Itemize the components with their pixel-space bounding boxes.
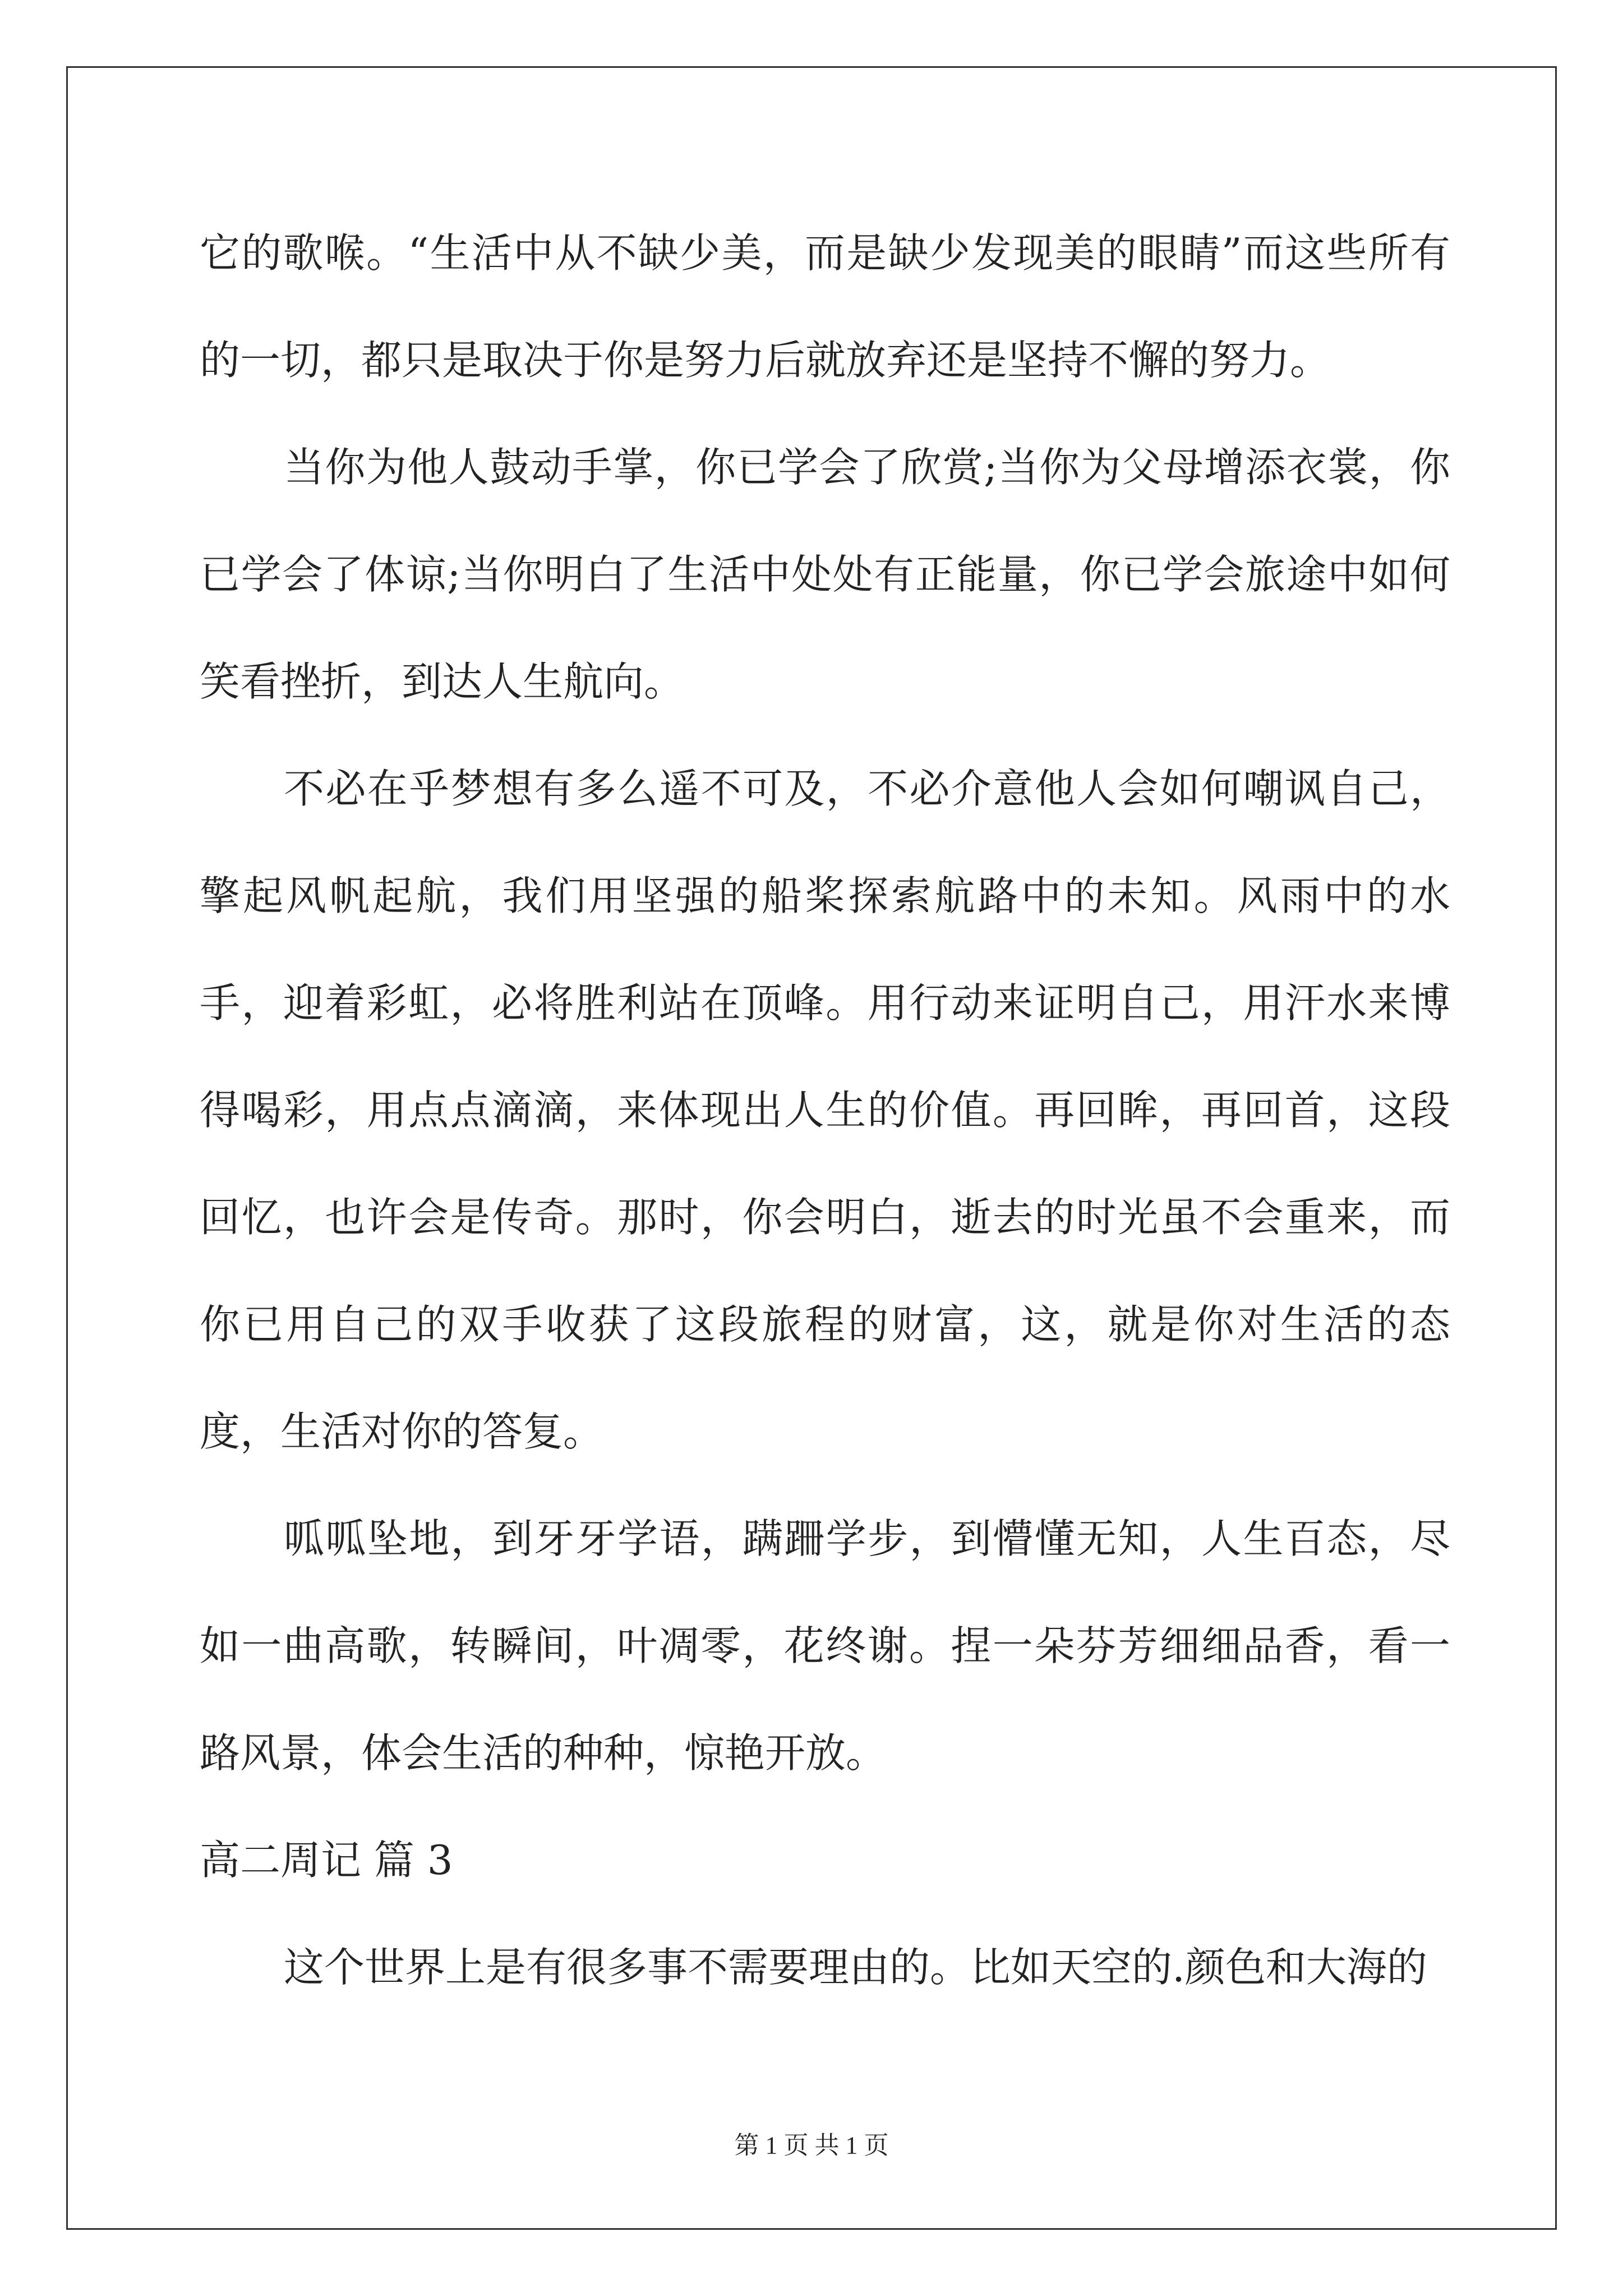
paragraph-2: 当你为他人鼓动手掌，你已学会了欣赏;当你为父母增添衣裳，你已学会了体谅;当你明白了生活中处处有正能量，你已学会旅途中如何笑看挫折，到达人生航向。 bbox=[200, 444, 1450, 705]
page-number-footer: 第 1 页 共 1 页 bbox=[734, 2132, 889, 2159]
paragraph-3: 不必在乎梦想有多么遥不可及，不必介意他人会如何嘲讽自己，擎起风帆起航，我们用坚强的船桨探索航路中的未知。风雨中的水手，迎着彩虹，必将胜利站在顶峰。用行动来证明自己，用汗水来博得喝彩，用点点滴滴，来体现出人生的价值。再回眸，再回首，这段回忆，也许会是传奇。那时，你会明白，逝去的时光虽不会重来，而你已用自己的双手收获了这段旅程的财富，这，就是你对生活的态度，生活对你的答复。 bbox=[200, 765, 1450, 1455]
document-body bbox=[200, 200, 1450, 2021]
paragraph-5: 这个世界上是有很多事不需要理由的。比如天空的.颜色和大海的 bbox=[284, 1944, 1427, 1991]
section-heading: 高二周记 篇 3 bbox=[200, 1837, 453, 1884]
paragraph-4: 呱呱坠地，到牙牙学语，蹒跚学步，到懵懂无知，人生百态，尽如一曲高歌，转瞬间，叶凋零，花终谢。捏一朵芬芳细细品香，看一路风景，体会生活的种种，惊艳开放。 bbox=[200, 1515, 1450, 1777]
paragraph-1: 它的歌喉。“生活中从不缺少美，而是缺少发现美的眼睛”而这些所有的一切，都只是取决于你是努力后就放弃还是坚持不懈的努力。 bbox=[200, 229, 1450, 384]
